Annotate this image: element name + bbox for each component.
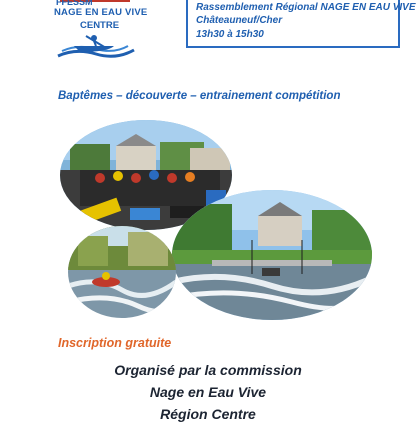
logo-federation: FFESSM: [56, 0, 93, 7]
inscription-note: Inscription gratuite: [58, 336, 172, 350]
organizer-line-1: Organisé par la commission: [114, 362, 302, 378]
river-photo: [68, 226, 176, 318]
organizer-line-3: Région Centre: [160, 406, 256, 422]
event-location: Châteauneuf/Cher: [196, 15, 283, 26]
club-logo: [50, 0, 150, 64]
kayak-wave-icon: [56, 30, 136, 60]
organizer-line-2: Nage en Eau Vive: [149, 384, 267, 400]
slalom-course-photo: [172, 190, 372, 320]
activities-tagline: Baptêmes – découverte – entrainement compétition: [58, 90, 341, 102]
event-time: 13h30 à 15h30: [196, 29, 264, 40]
logo-subtitle: CENTRE: [80, 20, 120, 31]
logo-title: NAGE EN EAU VIVE: [54, 7, 148, 18]
event-info-box: [186, 0, 416, 48]
event-title: Rassemblement Régional NAGE EN EAU VIVE: [196, 2, 416, 13]
